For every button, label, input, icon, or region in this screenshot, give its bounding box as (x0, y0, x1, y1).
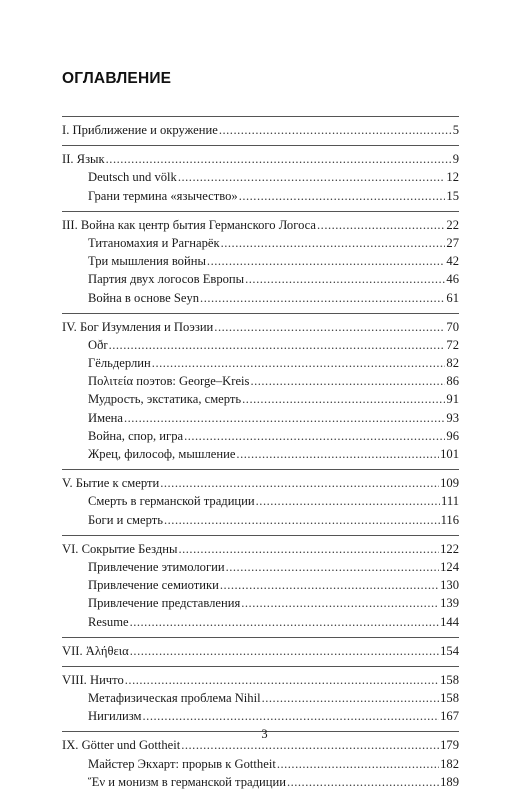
page-number: 3 (261, 727, 268, 741)
dot-leader (317, 216, 445, 234)
dot-leader (242, 390, 445, 408)
toc-entry-title: Гёльдерлин (88, 356, 151, 371)
toc-entry-title: IX. Götter und Gottheit (62, 738, 181, 753)
toc-entry-page: 93 (446, 410, 459, 425)
toc-chapter-entry[interactable] (62, 216, 459, 234)
toc-section (62, 116, 459, 139)
toc-subentry[interactable] (62, 187, 459, 205)
toc-entry-page: 46 (446, 272, 459, 287)
toc-subentry[interactable] (62, 689, 459, 707)
toc-entry-page: 9 (452, 152, 459, 167)
toc-chapter-entry[interactable] (62, 540, 459, 558)
dot-leader (106, 150, 452, 168)
dot-leader (152, 354, 446, 372)
toc-entry-title: Привлечение представления (88, 596, 241, 611)
toc-entry-title: II. Язык (62, 152, 105, 167)
toc-entry-page: 27 (446, 235, 459, 250)
toc-entry-page: 111 (441, 494, 459, 509)
toc-entry-title: Смерть в германской традиции (88, 494, 255, 509)
toc-entry-title: VII. Ἀλήθεια (62, 643, 129, 658)
dot-leader (164, 511, 440, 529)
toc-subentry[interactable] (62, 336, 459, 354)
toc-subentry[interactable] (62, 511, 459, 529)
toc-entry-page: 154 (440, 643, 459, 658)
dot-leader (125, 671, 439, 689)
toc-entry-title: Deutsch und völk (88, 170, 177, 185)
toc-subentry[interactable] (62, 492, 459, 510)
toc-chapter-entry[interactable] (62, 121, 459, 139)
toc-subentry[interactable] (62, 773, 459, 791)
toc-entry-page: 189 (440, 774, 459, 789)
dot-leader (130, 642, 439, 660)
toc-section (62, 469, 459, 529)
dot-leader (124, 409, 445, 427)
dot-leader (245, 270, 445, 288)
toc-entry-page: 42 (446, 254, 459, 269)
toc-section (62, 666, 459, 726)
toc-entry-page: 86 (446, 374, 459, 389)
toc-entry-title: Привлечение этимологии (88, 559, 225, 574)
toc-entry-title: I. Приближение и окружение (62, 123, 218, 137)
toc-entry-page: 82 (446, 356, 459, 371)
toc-entry-page: 167 (440, 709, 459, 724)
toc-entry-title: Ἕν и монизм в германской традиции (88, 774, 286, 789)
toc-entry-page: 15 (446, 188, 459, 203)
toc-entry-title: Имена (88, 410, 123, 425)
toc-entry-page: 91 (446, 392, 459, 407)
toc-heading: ОГЛАВЛЕНИЕ (62, 70, 172, 87)
toc-entry-title: Resume (88, 614, 129, 629)
dot-leader (220, 576, 439, 594)
dot-leader (178, 540, 439, 558)
toc-entry-title: Партия двух логосов Европы (88, 272, 245, 287)
toc-entry-page: 130 (440, 578, 459, 593)
toc-entry-page: 182 (440, 756, 459, 771)
toc-subentry[interactable] (62, 755, 459, 773)
dot-leader (250, 372, 445, 390)
toc-subentry[interactable] (62, 427, 459, 445)
toc-entry-title: Майстер Экхарт: прорыв к Gottheit (88, 756, 276, 771)
toc-entry-title: Три мышления войны (88, 254, 206, 269)
toc-entry-title: Война в основе Seyn (88, 290, 200, 305)
toc-entry-page: 72 (446, 337, 459, 352)
toc-entry-page: 124 (440, 559, 459, 574)
dot-leader (241, 594, 439, 612)
toc-subentry[interactable] (62, 168, 459, 186)
toc-entry-page: 22 (446, 217, 459, 232)
toc-subentry[interactable] (62, 558, 459, 576)
dot-leader (239, 187, 446, 205)
toc-entry-page: 96 (446, 428, 459, 443)
toc-subentry[interactable] (62, 576, 459, 594)
dot-leader (256, 492, 440, 510)
toc-chapter-entry[interactable] (62, 150, 459, 168)
dot-leader (277, 755, 439, 773)
toc-entry-title: Титаномахия и Рагнарёк (88, 235, 220, 250)
toc-section (62, 313, 459, 464)
toc-chapter-entry[interactable] (62, 671, 459, 689)
dot-leader (221, 234, 446, 252)
toc-subentry[interactable] (62, 390, 459, 408)
toc-entry-page: 139 (440, 596, 459, 611)
toc-entry-page: 5 (452, 123, 459, 137)
toc-entry-title: Oðr (88, 337, 108, 352)
toc-entry-title: Жрец, философ, мышление (88, 447, 236, 461)
toc-entry-page: 179 (440, 738, 459, 753)
dot-leader (200, 289, 445, 307)
toc-entry-title: III. Война как центр бытия Германского Логоса (62, 217, 317, 232)
toc-subentry[interactable] (62, 354, 459, 372)
toc-entry-title: V. Бытие к смерти (62, 476, 160, 491)
dot-leader (207, 252, 445, 270)
dot-leader (236, 445, 439, 463)
toc-entry-title: Грани термина «язычество» (88, 188, 238, 203)
dot-leader (226, 558, 440, 576)
toc-subentry[interactable] (62, 270, 459, 288)
toc-section (62, 211, 459, 307)
toc-entry-page: 101 (440, 447, 459, 461)
toc-entry-page: 70 (446, 319, 459, 334)
toc-entry-title: Привлечение семиотики (88, 578, 219, 593)
dot-leader (262, 689, 440, 707)
toc-chapter-entry[interactable] (62, 474, 459, 492)
toc-subentry[interactable] (62, 613, 459, 631)
toc-entry-title: Мудрость, экстатика, смерть (88, 392, 242, 407)
toc-entry-page: 158 (440, 691, 459, 706)
dot-leader (214, 318, 445, 336)
toc-entry-title: Боги и смерть (88, 512, 163, 527)
toc-subentry[interactable] (62, 252, 459, 270)
toc-entry-title: Πολιτεία поэтов: George–Kreis (88, 374, 250, 389)
toc-entry-page: 61 (446, 290, 459, 305)
toc-subentry[interactable] (62, 289, 459, 307)
toc-entry-page: 158 (440, 672, 459, 687)
toc-entry-title: Метафизическая проблема Nihil (88, 691, 261, 706)
toc-section (62, 637, 459, 660)
toc-entry-title: VIII. Ничто (62, 672, 124, 687)
dot-leader (287, 773, 439, 791)
toc-entry-page: 109 (440, 476, 459, 491)
dot-leader (160, 474, 439, 492)
toc-subentry[interactable] (62, 707, 459, 725)
toc-entry-page: 144 (440, 614, 459, 629)
toc-section (62, 145, 459, 205)
toc-entry-page: 122 (440, 541, 459, 556)
toc-section (62, 535, 459, 631)
dot-leader (130, 613, 440, 631)
toc-subentry[interactable] (62, 234, 459, 252)
dot-leader (178, 168, 446, 186)
dot-leader (219, 121, 452, 139)
toc-subentry[interactable] (62, 409, 459, 427)
toc-subentry[interactable] (62, 372, 459, 390)
toc-subentry[interactable] (62, 445, 459, 463)
toc-entry-title: Нигилизм (88, 709, 142, 724)
toc-chapter-entry[interactable] (62, 642, 459, 660)
toc-subentry[interactable] (62, 594, 459, 612)
toc-entry-title: VI. Сокрытие Бездны (62, 541, 178, 556)
dot-leader (143, 707, 440, 725)
toc-entry-title: IV. Бог Изумления и Поэзии (62, 319, 214, 334)
table-of-contents (62, 116, 459, 797)
dot-leader (109, 336, 446, 354)
toc-entry-page: 116 (440, 512, 459, 527)
toc-entry-title: Война, спор, игра (88, 428, 184, 443)
toc-chapter-entry[interactable] (62, 318, 459, 336)
dot-leader (184, 427, 445, 445)
toc-entry-page: 12 (446, 170, 459, 185)
